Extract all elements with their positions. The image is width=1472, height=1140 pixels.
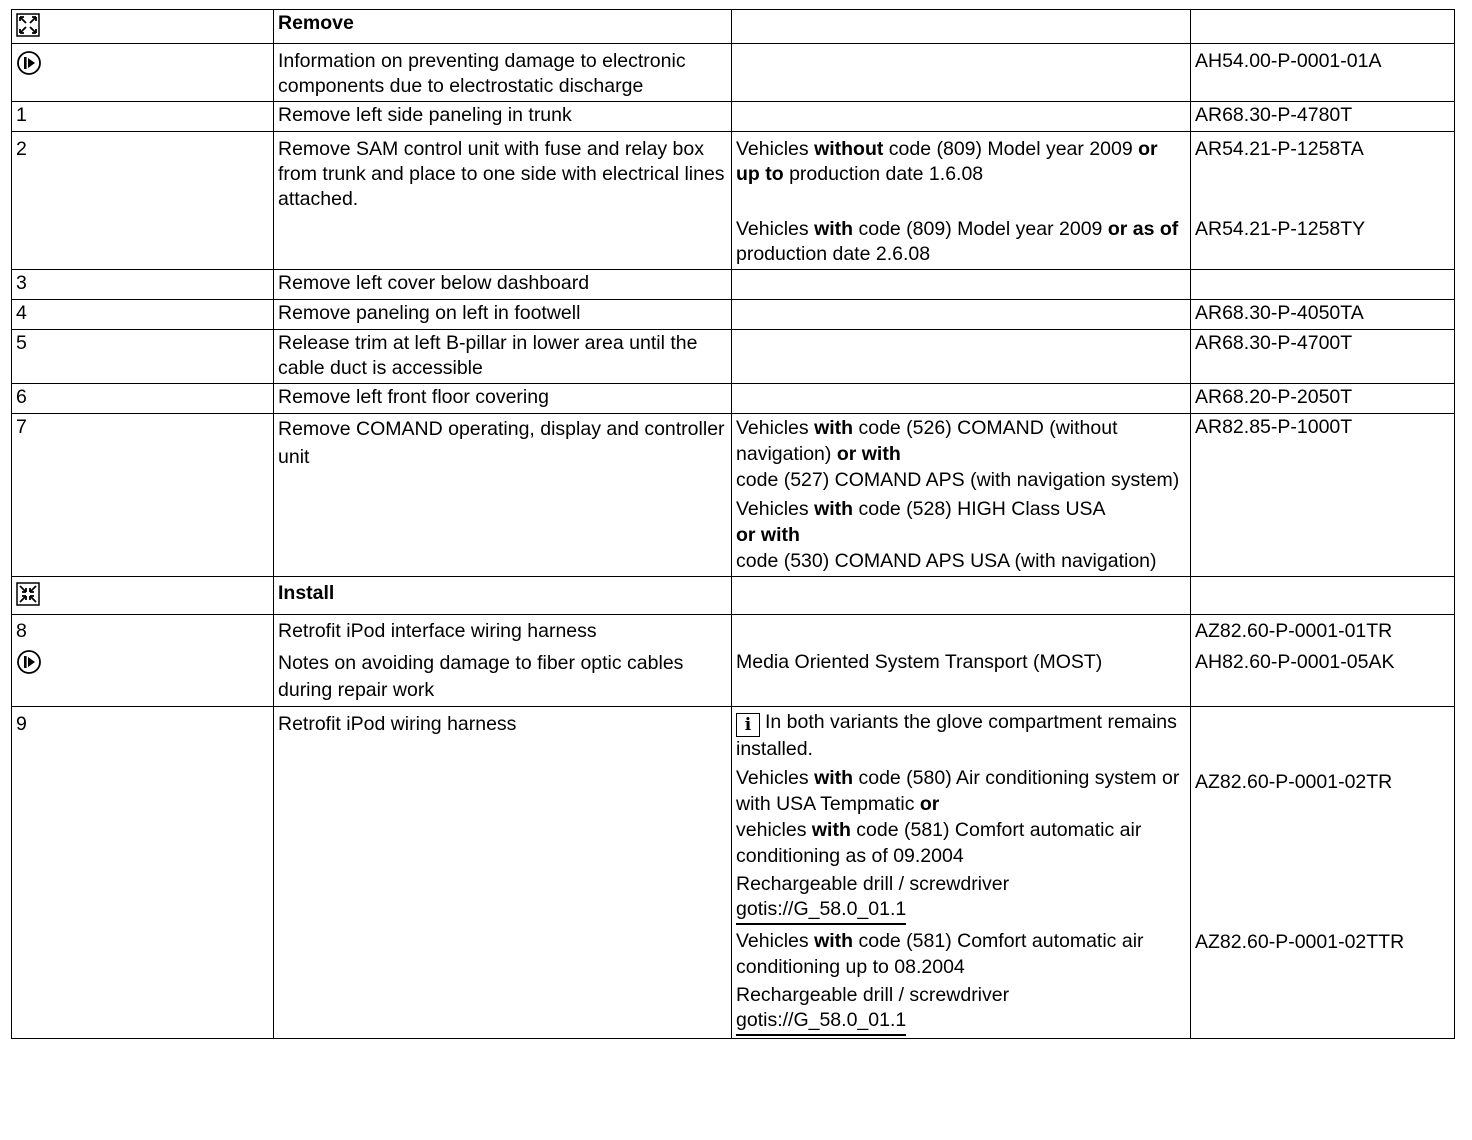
step-row-4 bbox=[12, 300, 1455, 330]
doc-reference[interactable]: AZ82.60-P-0001-02TR bbox=[1195, 771, 1393, 793]
doc-reference[interactable]: AR68.20-P-2050T bbox=[1195, 386, 1353, 408]
tool-text: Rechargeable drill / screwdriver bbox=[736, 984, 1010, 1006]
doc-reference[interactable]: AR68.30-P-4780T bbox=[1195, 104, 1353, 126]
note-text: Notes on avoiding damage to fiber optic cables during repair work bbox=[278, 652, 684, 701]
tool-link[interactable]: gotis://G_58.0_01.1 bbox=[736, 1008, 906, 1036]
condition-text: Vehicles with code (580) Air conditioning system or with USA Tempmatic or vehicles with code (581) Comfort automatic air conditioning as of 09.2004 bbox=[736, 767, 1180, 867]
doc-reference[interactable]: AR68.30-P-4050TA bbox=[1195, 302, 1364, 324]
section-row-remove bbox=[12, 10, 1455, 44]
tool-link[interactable]: gotis://G_58.0_01.1 bbox=[736, 897, 906, 925]
condition-text: Vehicles with code (809) Model year 2009 or as of production date 2.6.08 bbox=[736, 218, 1179, 265]
step-number: 5 bbox=[16, 332, 27, 354]
section-title: Remove bbox=[278, 12, 354, 34]
note-row bbox=[12, 44, 1455, 102]
step-text: Release trim at left B-pillar in lower area until the cable duct is accessible bbox=[278, 332, 698, 379]
section-title: Install bbox=[278, 582, 335, 604]
condition-text: Vehicles with code (528) HIGH Class USA or with code (530) COMAND APS USA (with navigation) bbox=[736, 498, 1157, 572]
step-row-8 bbox=[12, 615, 1455, 707]
step-row-3 bbox=[12, 270, 1455, 300]
step-number: 4 bbox=[16, 302, 27, 324]
install-collapse-icon bbox=[16, 582, 40, 606]
step-row-9 bbox=[12, 707, 1455, 1039]
doc-reference[interactable]: AZ82.60-P-0001-01TR bbox=[1195, 620, 1393, 642]
doc-reference[interactable]: AH54.00-P-0001-01A bbox=[1195, 50, 1382, 72]
step-row-7 bbox=[12, 414, 1455, 577]
step-text: Remove left cover below dashboard bbox=[278, 272, 590, 294]
condition-text: Vehicles with code (526) COMAND (without navigation) or with code (527) COMAND APS (with navigation system) bbox=[736, 417, 1180, 491]
condition-text: Vehicles without code (809) Model year 2009 or up to production date 1.6.08 bbox=[736, 138, 1158, 185]
step-text: Retrofit iPod interface wiring harness bbox=[278, 620, 597, 642]
tool-text: Rechargeable drill / screwdriver bbox=[736, 873, 1010, 895]
step-number: 6 bbox=[16, 386, 27, 408]
step-text: Remove left side paneling in trunk bbox=[278, 104, 572, 126]
doc-reference[interactable]: AH82.60-P-0001-05AK bbox=[1195, 651, 1395, 673]
step-row-2 bbox=[12, 132, 1455, 270]
condition-text: Vehicles with code (581) Comfort automatic air conditioning up to 08.2004 bbox=[736, 930, 1144, 978]
step-number: 8 bbox=[16, 620, 27, 642]
step-row-1 bbox=[12, 102, 1455, 132]
step-number: 3 bbox=[16, 272, 27, 294]
procedure-table bbox=[11, 9, 1455, 1039]
step-number: 1 bbox=[16, 104, 27, 126]
note-text: Information on preventing damage to electronic components due to electrostatic discharge bbox=[278, 50, 686, 97]
step-text: Retrofit iPod wiring harness bbox=[278, 713, 517, 735]
note-arrow-icon bbox=[16, 50, 42, 76]
section-row-install bbox=[12, 577, 1455, 615]
step-row-5 bbox=[12, 330, 1455, 384]
step-text: Remove SAM control unit with fuse and relay box from trunk and place to one side with electrical lines attached. bbox=[278, 138, 725, 210]
condition-text: Media Oriented System Transport (MOST) bbox=[736, 651, 1103, 673]
step-row-6 bbox=[12, 384, 1455, 414]
remove-expand-icon bbox=[16, 13, 40, 37]
doc-reference[interactable]: AR82.85-P-1000T bbox=[1195, 416, 1353, 438]
info-note: i In both variants the glove compartment remains installed. bbox=[736, 711, 1177, 760]
step-number: 9 bbox=[16, 713, 27, 735]
doc-reference[interactable]: AZ82.60-P-0001-02TTR bbox=[1195, 931, 1405, 953]
doc-reference[interactable]: AR54.21-P-1258TA bbox=[1195, 138, 1364, 160]
step-number: 7 bbox=[16, 416, 27, 438]
step-text: Remove paneling on left in footwell bbox=[278, 302, 581, 324]
info-icon: i bbox=[736, 713, 760, 737]
note-arrow-icon bbox=[16, 649, 42, 675]
doc-reference[interactable]: AR68.30-P-4700T bbox=[1195, 332, 1353, 354]
step-number: 2 bbox=[16, 138, 27, 160]
doc-reference[interactable]: AR54.21-P-1258TY bbox=[1195, 218, 1366, 240]
step-text: Remove left front floor covering bbox=[278, 386, 549, 408]
step-text: Remove COMAND operating, display and controller unit bbox=[278, 418, 725, 468]
